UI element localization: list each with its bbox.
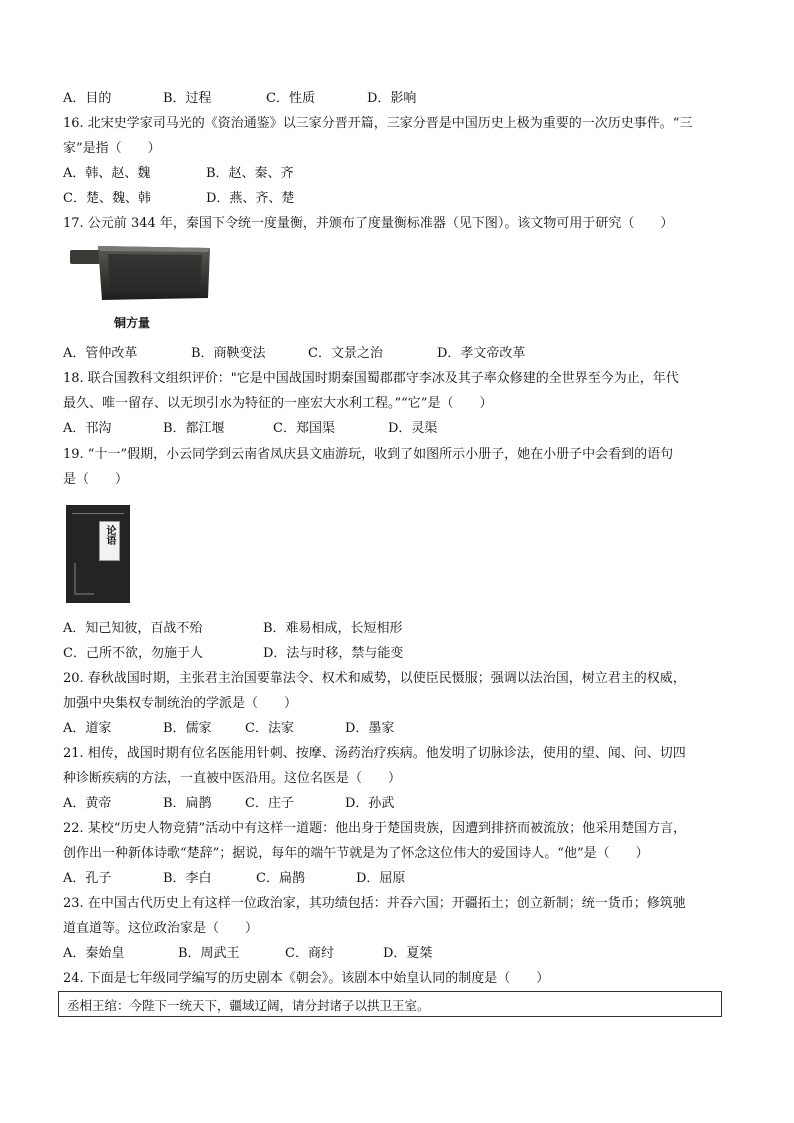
q21-option-d[interactable]: D．孙武 (345, 796, 395, 811)
q23-option-a[interactable]: A．秦始皇 (63, 946, 125, 961)
q22-stem-line1: 22. 某校“历史人物竞猜”活动中有这样一道题：他出身于楚国贵族，因遭到排挤而被流放；他采用楚国方言， (63, 821, 687, 836)
q20-option-a[interactable]: A．道家 (63, 721, 112, 736)
q17-option-a[interactable]: A．管仲改革 (63, 346, 138, 361)
q15-option-d[interactable]: D．影响 (367, 91, 417, 106)
q19-option-b[interactable]: B．难易相成，长短相形 (263, 621, 403, 636)
book-title-text: 论语 (104, 525, 115, 545)
image-caption: 铜方量 (114, 316, 151, 330)
q17-option-d[interactable]: D．孝文帝改革 (437, 346, 526, 361)
q18-option-c[interactable]: C．郑国渠 (273, 421, 335, 436)
q19-option-a[interactable]: A．知己知彼，百战不殆 (63, 621, 203, 636)
book-top-rule (72, 513, 124, 514)
q20-option-d[interactable]: D．墨家 (345, 721, 395, 736)
q21-stem-line2: 种诊断疾病的方法，一直被中医沿用。这位名医是（ ） (63, 771, 402, 786)
q20-option-b[interactable]: B．儒家 (163, 721, 212, 736)
q17-stem-line1: 17. 公元前 344 年，秦国下令统一度量衡，并颁布了度量衡标准器（见下图）。该文物可用于研究（ ） (63, 216, 674, 231)
script-excerpt-box (58, 991, 722, 1017)
q17-option-c[interactable]: C．文景之治 (308, 346, 383, 361)
q23-option-b[interactable]: B．周武王 (178, 946, 240, 961)
script-excerpt-text: 丞相王绾：今陛下一统天下，疆域辽阔，请分封诸子以拱卫王室。 (67, 998, 430, 1013)
q21-option-a[interactable]: A．黄帝 (63, 796, 112, 811)
book-decoration (74, 563, 94, 595)
q17-option-b[interactable]: B．商鞅变法 (191, 346, 266, 361)
q16-option-a[interactable]: A．韩、赵、魏 (63, 166, 151, 181)
q19-option-d[interactable]: D．法与时移，禁与能变 (263, 646, 404, 661)
q21-option-c[interactable]: C．庄子 (245, 796, 294, 811)
q21-stem-line1: 21. 相传，战国时期有位名医能用针刺、按摩、汤药治疗疾病。他发明了切脉诊法，使用的望、闻、问、切四 (63, 746, 686, 761)
q18-stem-line1: 18. 联合国教科文组织评价："它是中国战国时期秦国蜀郡郡守李冰及其子率众修建的全世界至今为止，年代 (63, 371, 679, 386)
q18-option-a[interactable]: A．邗沟 (63, 421, 112, 436)
q19-option-c[interactable]: C．己所不欲，勿施于人 (63, 646, 203, 661)
q15-option-c[interactable]: C．性质 (266, 91, 315, 106)
book-title-label (99, 521, 120, 561)
q19-stem-line1: 19. “十一”假期，小云同学到云南省凤庆县文庙游玩，收到了如图所示小册子，她在小册子中会看到的语句 (63, 447, 674, 462)
q19-stem-line2: 是（ ） (63, 472, 129, 487)
q21-option-b[interactable]: B．扁鹊 (163, 796, 212, 811)
q24-stem-line1: 24. 下面是七年级同学编写的历史剧本《朝会》。该剧本中始皇认同的制度是（ ） (63, 971, 550, 986)
q22-option-b[interactable]: B．李白 (163, 871, 212, 886)
q15-option-a[interactable]: A．目的 (63, 91, 112, 106)
q16-stem-line1: 16. 北宋史学家司马光的《资治通鉴》以三家分晋开篇，三家分晋是中国历史上极为重要的一次历史事件。“三 (63, 116, 693, 131)
q22-option-c[interactable]: C．扁鹊 (256, 871, 305, 886)
q22-option-d[interactable]: D．屈原 (356, 871, 406, 886)
q22-option-a[interactable]: A．孔子 (63, 871, 112, 886)
q20-stem-line2: 加强中央集权专制统治的学派是（ ） (63, 696, 298, 711)
q18-option-d[interactable]: D．灵渠 (388, 421, 438, 436)
q16-option-b[interactable]: B．赵、秦、齐 (206, 166, 294, 181)
q20-option-c[interactable]: C．法家 (245, 721, 294, 736)
q23-option-c[interactable]: C．商纣 (285, 946, 334, 961)
bronze-measure-image (68, 240, 214, 304)
q16-stem-line2: 家”是指（ ） (63, 141, 161, 156)
q18-stem-line2: 最久、唯一留存、以无坝引水为特征的一座宏大水利工程。”“它”是（ ） (63, 396, 493, 411)
q16-option-d[interactable]: D．燕、齐、楚 (206, 191, 295, 206)
q16-option-c[interactable]: C．楚、魏、韩 (63, 191, 151, 206)
q23-stem-line2: 道直道等。这位政治家是（ ） (63, 921, 259, 936)
book-cover-image (66, 505, 130, 603)
q20-stem-line1: 20. 春秋战国时期，主张君主治国要靠法令、权术和威势，以使臣民慑服；强调以法治国，树立君主的权威， (63, 671, 686, 686)
q23-stem-line1: 23. 在中国古代历史上有这样一位政治家，其功绩包括：并吞六国；开疆拓土；创立新制；统一货币；修筑驰 (63, 896, 686, 911)
q22-stem-line2: 创作出一种新体诗歌“楚辞”；据说，每年的端午节就是为了怀念这位伟大的爱国诗人。“他”是（ ） (63, 846, 649, 861)
q23-option-d[interactable]: D．夏桀 (383, 946, 433, 961)
q15-option-b[interactable]: B．过程 (163, 91, 212, 106)
q18-option-b[interactable]: B．都江堰 (163, 421, 225, 436)
